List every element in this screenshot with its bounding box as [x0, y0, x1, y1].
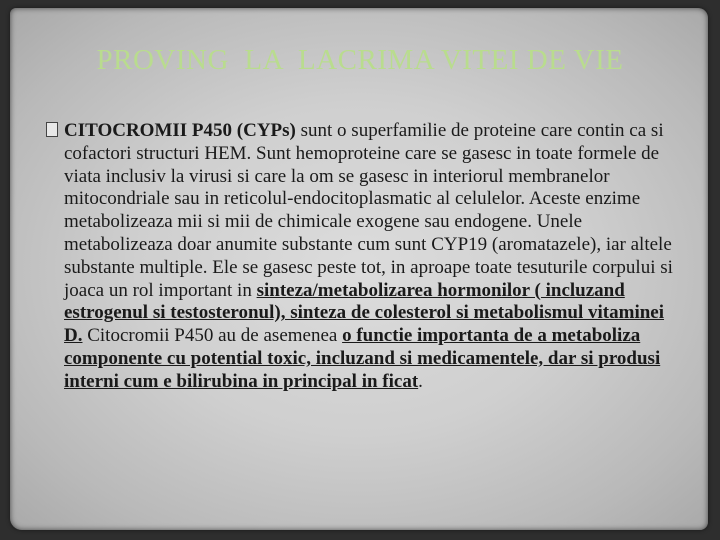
slide-content [46, 120, 682, 394]
box-bullet-icon [46, 122, 58, 137]
paragraph-text-2: Citocromii P450 au de asemenea [82, 325, 343, 347]
slide-title: PROVING LA LACRIMA VITEI DE VIE [96, 44, 624, 76]
paragraph-text-1: sunt o superfamilie de proteine care contin ca si cofactori structuri HEM. Sunt hemoproteine care se gasesc in toate formele de viata inclusiv la virusi si care la om se gasesc in interiorul membranelor mitocondriale sau in reticolul-endocitoplasmatic al celulelor. Aceste enzime metabolizeaza mii si mii de chimicale exogene sau endogene. Unele metabolizeaza doar anumite substante cum sunt CYP19 (aromatazele), iar altele substante multiple. Ele se gasesc peste tot, in aproape toate tesuturile corpului si joaca un rol important in [64, 120, 673, 301]
body-paragraph [46, 120, 682, 394]
emphasis-hormones: sinteza/metabolizarea hormonilor ( incluzand estrogenul si testosteronul), sinteza de colesterol si metabolismul vitaminei D. [64, 279, 665, 347]
term-cytochromes: CITOCROMII P450 (CYPs) [64, 120, 296, 141]
paragraph-text-3: . [418, 370, 423, 392]
emphasis-toxic-metabolism: o functie importanta de a metaboliza componente cu potential toxic, incluzand si medicamentele, dar si produsi interni cum e bilirubina in principal in ficat [64, 325, 661, 392]
